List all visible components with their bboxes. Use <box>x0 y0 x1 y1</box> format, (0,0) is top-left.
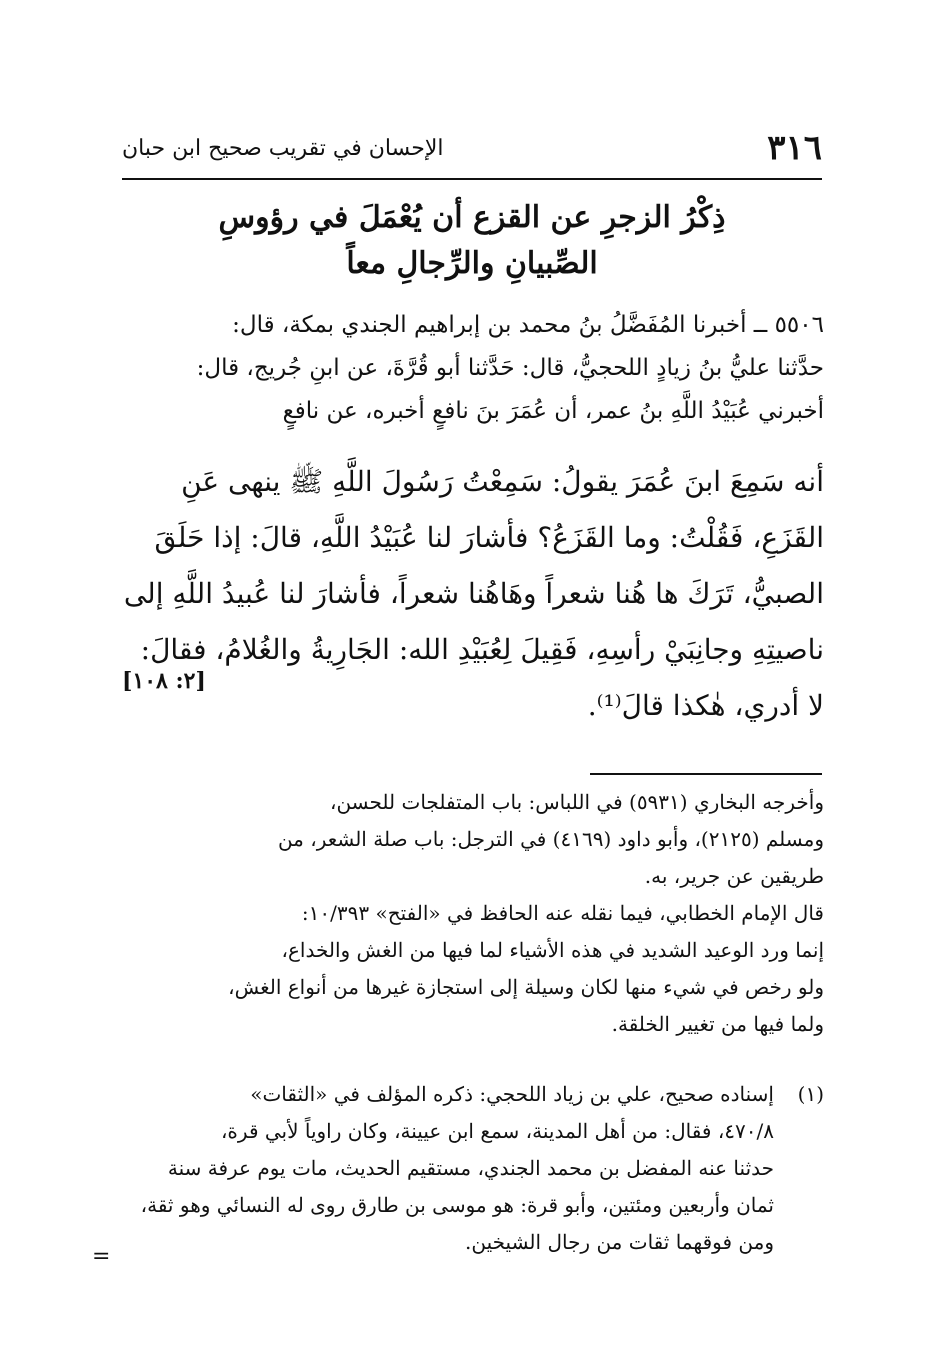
continuation-mark: = <box>92 1244 111 1269</box>
footnote-unnumbered <box>118 784 824 1043</box>
page-header <box>122 128 822 176</box>
grading-reference: [٢: ١٠٨] <box>122 668 206 694</box>
matn-line: أنه سَمِعَ ابنَ عُمَرَ يقولُ: سَمِعْتُ رَسُولَ اللَّهِ ﷺ ينهى عَنِ <box>181 465 824 498</box>
footnote-line: ولو رخص في شيء منها لكان وسيلة إلى استجازة غيرها من أنواع الغش، <box>228 975 824 999</box>
matn-line: الصبيُّ، تَرَكَ ها هُنا شعراً وهَاهُنا شعراً، فأشارَ لنا عُبيدُ اللَّهِ إلى <box>123 577 824 610</box>
footnote-line: طريقين عن جرير، به. <box>644 864 824 888</box>
hadith-isnad <box>118 304 824 433</box>
footnote-line: ٤٧٠/٨، فقال: من أهل المدينة، سمع ابن عيينة، وكان راوياً لأبي قرة، <box>220 1119 774 1143</box>
footnote-1 <box>118 1076 824 1261</box>
footnote-line: قال الإمام الخطابي، فيما نقله عنه الحافظ في «الفتح» ١٠/٣٩٣: <box>301 901 824 925</box>
running-title: الإحسان في تقريب صحيح ابن حبان <box>122 136 444 161</box>
chapter-title-line-1: ذِكْرُ الزجرِ عن القزع أن يُعْمَلَ في رؤوسِ <box>218 200 726 235</box>
page-number: ٣١٦ <box>767 128 822 168</box>
footnote-line: وأخرجه البخاري (٥٩٣١) في اللباس: باب المتفلجات للحسن، <box>329 790 824 814</box>
footnote-marker: (١) <box>797 1082 824 1106</box>
chapter-title-line-2: الصِّبيانِ والرِّجالِ معاً <box>346 246 598 281</box>
matn-line: ناصيتِهِ وجانِبَيْ رأسِهِ، فَقِيلَ لِعُبَيْدِ الله: الجَارِيةُ والغُلامُ، فقالَ: <box>140 633 824 666</box>
matn-line: لا أدري، هٰكذا قالَ⁽¹⁾. <box>587 689 824 722</box>
isnad-line: حدَّثنا عليُّ بنُ زيادٍ اللحجيُّ، قال: حَدَّثنا أبو قُرَّةَ، عن ابنِ جُريج، قال: <box>196 355 824 381</box>
footnote-line: ومسلم (٢١٢٥)، وأبو داود (٤١٦٩) في الترجل: باب صلة الشعر، من <box>277 827 824 851</box>
footnote-line: ثمان وأربعين ومئتين، وأبو قرة: هو موسى بن طارق روى له النسائي وهو ثقة، <box>140 1193 774 1217</box>
footnote-divider <box>590 773 822 775</box>
hadith-matn <box>118 454 824 734</box>
footnote-line: حدثنا عنه المفضل بن محمد الجندي، مستقيم الحديث، مات يوم عرفة سنة <box>167 1156 774 1180</box>
footnote-line: إسناده صحيح، علي بن زياد اللحجي: ذكره المؤلف في «الثقات» <box>250 1082 774 1106</box>
footnote-line: ولما فيها من تغيير الخلقة. <box>611 1012 824 1036</box>
footnote-1-text <box>118 1076 774 1261</box>
isnad-line: أخبرني عُبَيْدُ اللَّهِ بنُ عمر، أن عُمَرَ بنَ نافعٍ أخبره، عن نافعٍ <box>282 398 824 424</box>
isnad-line: ٥٥٠٦ ــ أخبرنا المُفَضَّلُ بنُ محمد بن إبراهيم الجندي بمكة، قال: <box>232 312 824 338</box>
header-divider <box>122 178 822 180</box>
matn-line: القَزَعِ، فَقُلْتُ: وما القَزَعُ؟ فأشارَ لنا عُبَيْدُ اللَّهِ، قالَ: إذا حَلَقَ <box>154 521 824 554</box>
footnote-line: إنما ورد الوعيد الشديد في هذه الأشياء لما فيها من الغش والخداع، <box>281 938 824 962</box>
footnote-line: ومن فوقهما ثقات من رجال الشيخين. <box>465 1230 774 1254</box>
